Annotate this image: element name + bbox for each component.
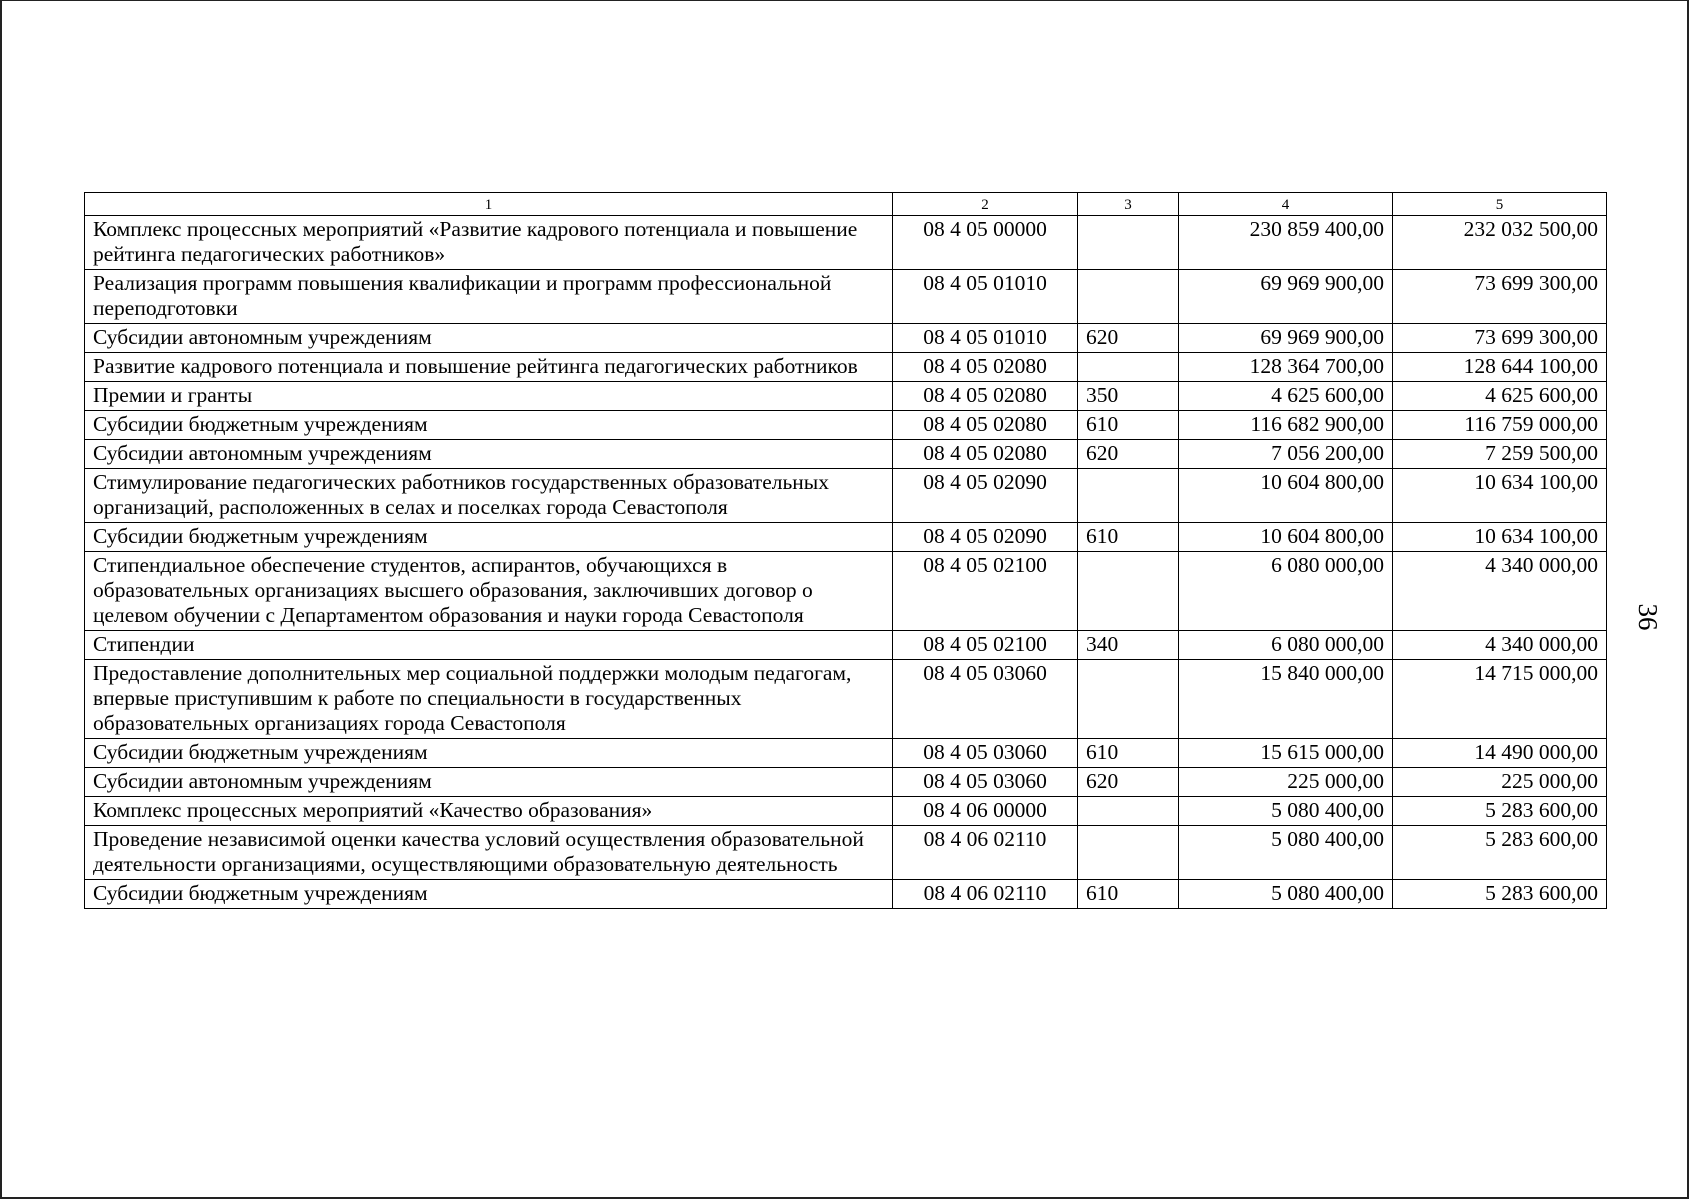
table-row xyxy=(85,216,1607,270)
header-col-1: 1 xyxy=(85,193,893,216)
expenditure-name-cell: Субсидии бюджетным учреждениям xyxy=(85,523,893,552)
table-row xyxy=(85,739,1607,768)
amount-year-2-cell: 5 283 600,00 xyxy=(1393,826,1607,880)
target-article-code-cell: 08 4 05 02080 xyxy=(893,440,1078,469)
expense-type-cell: 610 xyxy=(1078,411,1179,440)
table-row xyxy=(85,270,1607,324)
budget-table xyxy=(84,192,1607,909)
expenditure-name-cell: Субсидии автономным учреждениям xyxy=(85,768,893,797)
expenditure-name-cell: Комплекс процессных мероприятий «Качество образования» xyxy=(85,797,893,826)
expense-type-cell xyxy=(1078,552,1179,631)
target-article-code-cell: 08 4 05 01010 xyxy=(893,270,1078,324)
amount-year-1-cell: 6 080 000,00 xyxy=(1179,552,1393,631)
target-article-code-cell: 08 4 06 02110 xyxy=(893,826,1078,880)
amount-year-2-cell: 73 699 300,00 xyxy=(1393,324,1607,353)
table-row xyxy=(85,826,1607,880)
header-col-4: 4 xyxy=(1179,193,1393,216)
expenditure-name-cell: Предоставление дополнительных мер социальной поддержки молодым педагогам, впервые приступившим к работе по специальности в государственных образовательных организациях города Севастополя xyxy=(85,660,893,739)
header-col-5: 5 xyxy=(1393,193,1607,216)
target-article-code-cell: 08 4 05 01010 xyxy=(893,324,1078,353)
amount-year-1-cell: 225 000,00 xyxy=(1179,768,1393,797)
amount-year-1-cell: 6 080 000,00 xyxy=(1179,631,1393,660)
amount-year-1-cell: 10 604 800,00 xyxy=(1179,469,1393,523)
expense-type-cell xyxy=(1078,660,1179,739)
target-article-code-cell: 08 4 05 02100 xyxy=(893,631,1078,660)
expense-type-cell xyxy=(1078,469,1179,523)
table-row xyxy=(85,382,1607,411)
amount-year-2-cell: 14 715 000,00 xyxy=(1393,660,1607,739)
amount-year-2-cell: 14 490 000,00 xyxy=(1393,739,1607,768)
expense-type-cell: 610 xyxy=(1078,523,1179,552)
amount-year-1-cell: 15 615 000,00 xyxy=(1179,739,1393,768)
target-article-code-cell: 08 4 05 03060 xyxy=(893,660,1078,739)
target-article-code-cell: 08 4 05 03060 xyxy=(893,768,1078,797)
expenditure-name-cell: Стипендиальное обеспечение студентов, аспирантов, обучающихся в образовательных организациях высшего образования, заключивших договор о целевом обучении с Департаментом образования и науки города Севастополя xyxy=(85,552,893,631)
target-article-code-cell: 08 4 05 02080 xyxy=(893,382,1078,411)
expense-type-cell: 340 xyxy=(1078,631,1179,660)
amount-year-1-cell: 128 364 700,00 xyxy=(1179,353,1393,382)
amount-year-1-cell: 7 056 200,00 xyxy=(1179,440,1393,469)
expense-type-cell: 610 xyxy=(1078,880,1179,909)
amount-year-1-cell: 10 604 800,00 xyxy=(1179,523,1393,552)
expense-type-cell xyxy=(1078,270,1179,324)
amount-year-1-cell: 5 080 400,00 xyxy=(1179,880,1393,909)
target-article-code-cell: 08 4 05 02090 xyxy=(893,469,1078,523)
expenditure-name-cell: Реализация программ повышения квалификации и программ профессиональной переподготовки xyxy=(85,270,893,324)
amount-year-2-cell: 5 283 600,00 xyxy=(1393,880,1607,909)
expense-type-cell: 610 xyxy=(1078,739,1179,768)
amount-year-1-cell: 15 840 000,00 xyxy=(1179,660,1393,739)
target-article-code-cell: 08 4 06 00000 xyxy=(893,797,1078,826)
amount-year-2-cell: 225 000,00 xyxy=(1393,768,1607,797)
expenditure-name-cell: Стипендии xyxy=(85,631,893,660)
amount-year-1-cell: 69 969 900,00 xyxy=(1179,270,1393,324)
expenditure-name-cell: Развитие кадрового потенциала и повышение рейтинга педагогических работников xyxy=(85,353,893,382)
table-row xyxy=(85,768,1607,797)
header-col-3: 3 xyxy=(1078,193,1179,216)
page-number: 36 xyxy=(1633,603,1664,631)
expense-type-cell xyxy=(1078,353,1179,382)
table-row xyxy=(85,552,1607,631)
table-row xyxy=(85,324,1607,353)
expenditure-name-cell: Субсидии автономным учреждениям xyxy=(85,440,893,469)
table-row xyxy=(85,797,1607,826)
table-row xyxy=(85,631,1607,660)
amount-year-2-cell: 10 634 100,00 xyxy=(1393,523,1607,552)
target-article-code-cell: 08 4 05 02100 xyxy=(893,552,1078,631)
amount-year-2-cell: 7 259 500,00 xyxy=(1393,440,1607,469)
amount-year-2-cell: 4 340 000,00 xyxy=(1393,631,1607,660)
amount-year-2-cell: 232 032 500,00 xyxy=(1393,216,1607,270)
expenditure-name-cell: Субсидии бюджетным учреждениям xyxy=(85,880,893,909)
target-article-code-cell: 08 4 05 02090 xyxy=(893,523,1078,552)
amount-year-2-cell: 73 699 300,00 xyxy=(1393,270,1607,324)
header-row xyxy=(85,193,1607,216)
expense-type-cell: 620 xyxy=(1078,440,1179,469)
expense-type-cell: 620 xyxy=(1078,768,1179,797)
table-row xyxy=(85,880,1607,909)
table-row xyxy=(85,469,1607,523)
table-row xyxy=(85,523,1607,552)
expenditure-name-cell: Премии и гранты xyxy=(85,382,893,411)
amount-year-2-cell: 10 634 100,00 xyxy=(1393,469,1607,523)
target-article-code-cell: 08 4 05 02080 xyxy=(893,411,1078,440)
expense-type-cell xyxy=(1078,797,1179,826)
target-article-code-cell: 08 4 05 00000 xyxy=(893,216,1078,270)
expenditure-name-cell: Комплекс процессных мероприятий «Развитие кадрового потенциала и повышение рейтинга педагогических работников» xyxy=(85,216,893,270)
amount-year-2-cell: 4 625 600,00 xyxy=(1393,382,1607,411)
amount-year-2-cell: 116 759 000,00 xyxy=(1393,411,1607,440)
amount-year-2-cell: 128 644 100,00 xyxy=(1393,353,1607,382)
expense-type-cell: 350 xyxy=(1078,382,1179,411)
target-article-code-cell: 08 4 05 02080 xyxy=(893,353,1078,382)
expense-type-cell xyxy=(1078,216,1179,270)
expenditure-name-cell: Субсидии бюджетным учреждениям xyxy=(85,739,893,768)
target-article-code-cell: 08 4 06 02110 xyxy=(893,880,1078,909)
table-row xyxy=(85,411,1607,440)
expenditure-name-cell: Стимулирование педагогических работников государственных образовательных организаций, расположенных в селах и поселках города Севастополя xyxy=(85,469,893,523)
amount-year-2-cell: 4 340 000,00 xyxy=(1393,552,1607,631)
table-row xyxy=(85,353,1607,382)
amount-year-1-cell: 5 080 400,00 xyxy=(1179,797,1393,826)
table-row xyxy=(85,440,1607,469)
amount-year-1-cell: 230 859 400,00 xyxy=(1179,216,1393,270)
expenditure-name-cell: Проведение независимой оценки качества условий осуществления образовательной деятельности организациями, осуществляющими образовательную деятельность xyxy=(85,826,893,880)
expense-type-cell xyxy=(1078,826,1179,880)
expenditure-name-cell: Субсидии бюджетным учреждениям xyxy=(85,411,893,440)
amount-year-1-cell: 5 080 400,00 xyxy=(1179,826,1393,880)
table-row xyxy=(85,660,1607,739)
table-body xyxy=(85,216,1607,909)
amount-year-1-cell: 69 969 900,00 xyxy=(1179,324,1393,353)
amount-year-2-cell: 5 283 600,00 xyxy=(1393,797,1607,826)
target-article-code-cell: 08 4 05 03060 xyxy=(893,739,1078,768)
amount-year-1-cell: 116 682 900,00 xyxy=(1179,411,1393,440)
expenditure-name-cell: Субсидии автономным учреждениям xyxy=(85,324,893,353)
expense-type-cell: 620 xyxy=(1078,324,1179,353)
amount-year-1-cell: 4 625 600,00 xyxy=(1179,382,1393,411)
header-col-2: 2 xyxy=(893,193,1078,216)
